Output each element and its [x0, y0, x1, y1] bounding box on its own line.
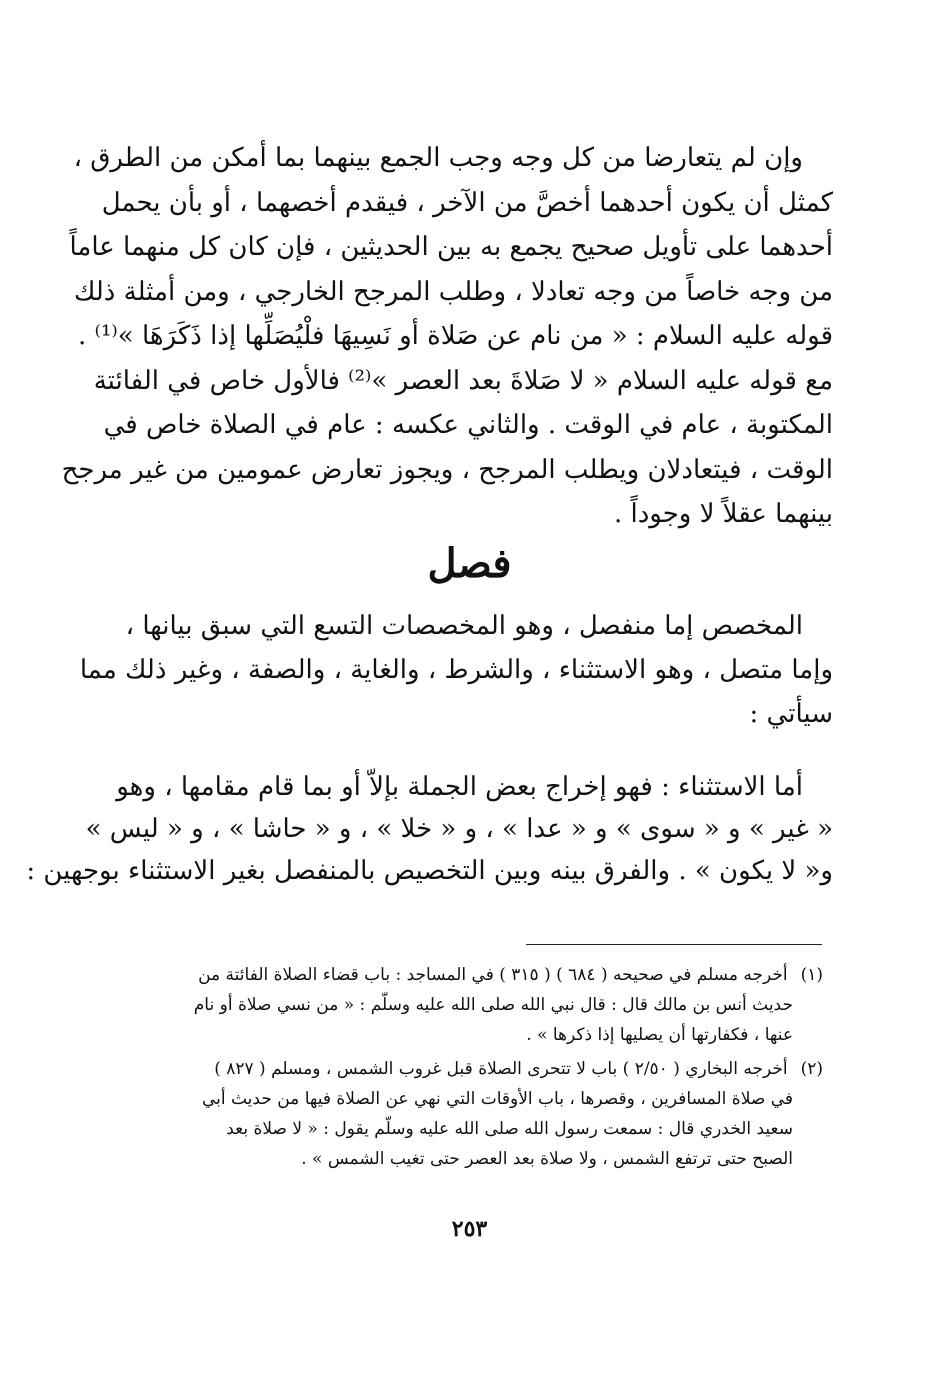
- page-number: ٢٥٣: [451, 1216, 488, 1242]
- text-line: المخصص إما منفصل ، وهو المخصصات التسع التي سبق بيانها ،: [125, 611, 803, 641]
- footnote-line: عنها ، فكفارتها أن يصليها إذا ذكرها » .: [526, 1025, 793, 1045]
- footnote-2: [147, 1054, 823, 1174]
- footnote-line: في صلاة المسافرين ، وقصرها ، باب الأوقات التي نهي عن الصلاة فيها من حديث أبي: [201, 1089, 793, 1109]
- footnotes: [147, 960, 823, 1178]
- text-line: « غير » و « سوى » و « عدا » ، و « خلا » ، و « حاشا » ، و « ليس »: [85, 814, 833, 844]
- footnote-1: [147, 960, 823, 1050]
- text-line: بينهما عقلاً لا وجوداً .: [613, 499, 833, 529]
- footnote-line: أخرجه مسلم في صحيحه ( ٦٨٤ ) ( ٣١٥ ) في المساجد : باب قضاء الصلاة الفائتة من: [198, 965, 788, 985]
- text-line: من وجه خاصاً من وجه تعادلا ، وطلب المرجح الخارجي ، ومن أمثلة ذلك: [73, 276, 833, 307]
- text-line: كمثل أن يكون أحدهما أخصَّ من الآخر ، فيقدم أخصهما ، أو بأن يحمل: [101, 187, 833, 218]
- section-heading: فصل: [427, 540, 512, 587]
- text-line: أحدهما على تأويل صحيح يجمع به بين الحديثين ، فإن كان كل منهما عاماً: [69, 232, 833, 262]
- text-line: أما الاستثناء : فهو إخراج بعض الجملة بإلاّ أو بما قام مقامها ، وهو: [116, 772, 803, 802]
- text-line: مع قوله عليه السلام « لا صَلاةَ بعد العصر »⁽²⁾ فالأول خاص في الفائتة: [93, 365, 833, 396]
- footnote-line: الصبح حتى ترتفع الشمس ، ولا صلاة بعد العصر حتى تغيب الشمس » .: [301, 1149, 793, 1169]
- text-line: وإما متصل ، وهو الاستثناء ، والشرط ، والغاية ، والصفة ، وغير ذلك مما: [79, 655, 833, 685]
- text-line: وإن لم يتعارضا من كل وجه وجب الجمع بينهما بما أمكن من الطرق ،: [73, 143, 803, 173]
- footnote-number: (٢): [800, 1059, 823, 1079]
- text-line: الوقت ، فيتعادلان ويطلب المرجح ، ويجوز تعارض عمومين من غير مرجح: [61, 454, 833, 485]
- text-line: قوله عليه السلام : « من نام عن صَلاة أو نَسِيهَا فلْيُصَلِّها إذا ذَكَرَهَا »⁽¹⁾ .: [78, 321, 833, 351]
- footnote-line: سعيد الخدري قال : سمعت رسول الله صلى الله عليه وسلّم يقول : « لا صلاة بعد: [226, 1119, 793, 1139]
- text-line: سيأتي :: [749, 699, 833, 729]
- paragraph-exception: [26, 766, 833, 892]
- text-line: و« لا يكون » . والفرق بينه وبين التخصيص بالمنفصل بغير الاستثناء بوجهين :: [26, 856, 833, 886]
- footnote-number: (١): [800, 965, 823, 985]
- paragraph-contradiction: [61, 136, 833, 537]
- footnote-line: حديث أنس بن مالك قال : قال نبي الله صلى الله عليه وسلّم : « من نسي صلاة أو نام: [193, 995, 793, 1015]
- footnote-divider: [526, 944, 822, 945]
- paragraph-specifier: [79, 604, 833, 736]
- text-line: المكتوبة ، عام في الوقت . والثاني عكسه : عام في الصلاة خاص في: [103, 410, 833, 440]
- footnote-line: أخرجه البخاري ( ٢/٥٠ ) باب لا تتحرى الصلاة قبل غروب الشمس ، ومسلم ( ٨٢٧ ): [214, 1059, 788, 1079]
